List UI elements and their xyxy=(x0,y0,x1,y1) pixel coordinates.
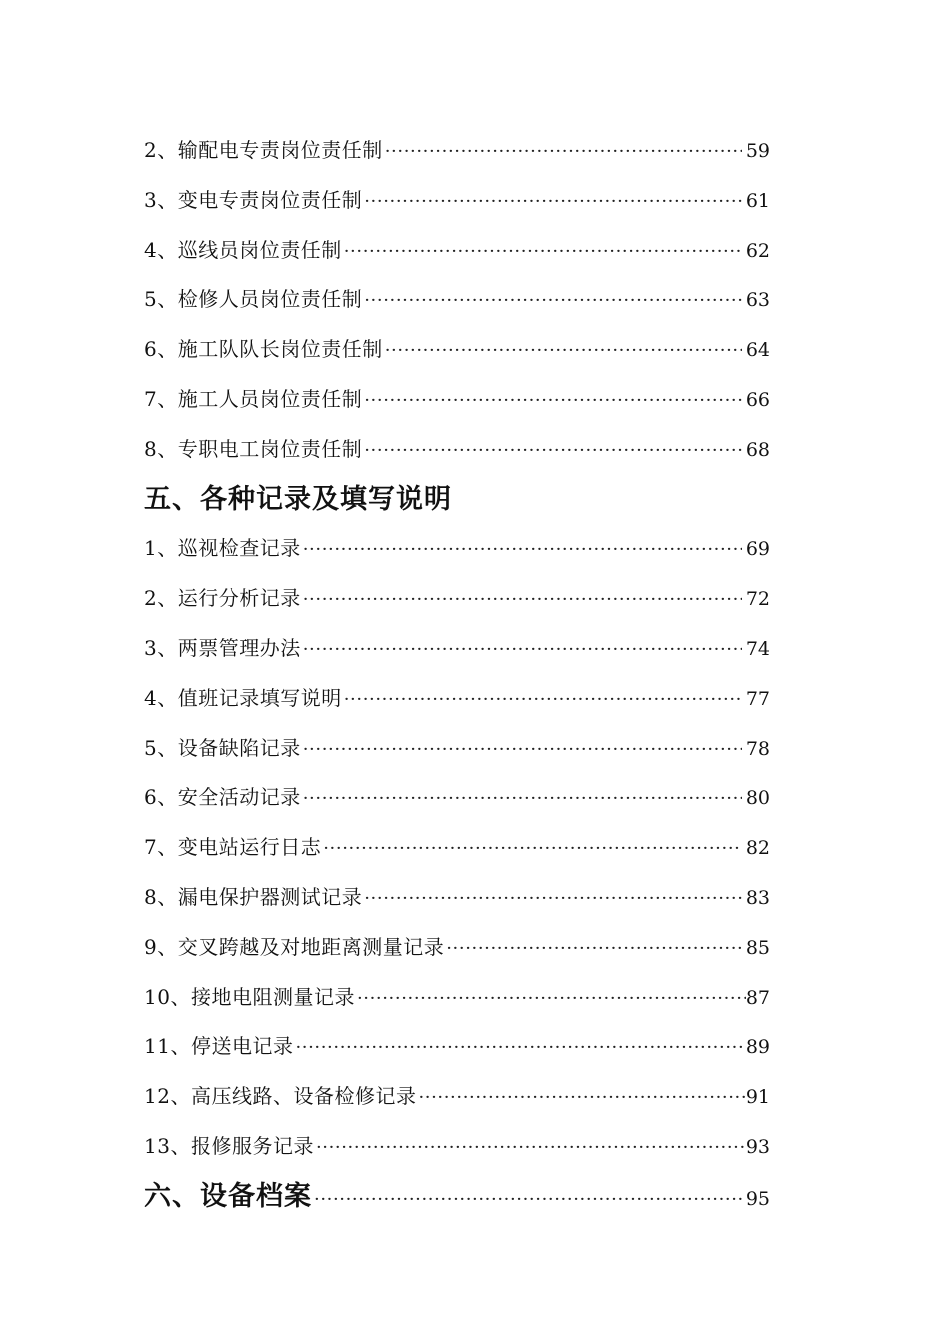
dot-leader xyxy=(385,127,742,176)
toc-entry[interactable] xyxy=(144,1022,770,1072)
toc-entry[interactable] xyxy=(144,325,770,375)
toc-entry-title: 13、报修服务记录 xyxy=(144,1133,314,1158)
toc-entry-title: 4、值班记录填写说明 xyxy=(144,685,342,710)
toc-entry[interactable] xyxy=(144,176,770,226)
table-of-contents xyxy=(144,126,770,1222)
toc-entry-page-number: 83 xyxy=(745,886,770,909)
toc-entry-page-number: 74 xyxy=(745,637,770,660)
toc-entry[interactable] xyxy=(144,923,770,973)
toc-entry-page-number: 66 xyxy=(745,388,770,411)
dot-leader xyxy=(418,1073,745,1122)
toc-entry-title: 5、检修人员岗位责任制 xyxy=(144,287,363,312)
dot-leader xyxy=(303,525,742,574)
toc-entry-page-number: 63 xyxy=(745,289,770,312)
dot-leader xyxy=(357,974,746,1023)
toc-entry-page-number: 85 xyxy=(745,936,770,959)
toc-entry-title: 12、高压线路、设备检修记录 xyxy=(144,1084,417,1109)
toc-entry-page-number: 93 xyxy=(745,1135,770,1158)
toc-entry-title: 2、输配电专责岗位责任制 xyxy=(144,138,383,162)
toc-entry[interactable] xyxy=(144,574,770,624)
dot-leader xyxy=(364,177,742,226)
toc-entry-title: 9、交叉跨越及对地距离测量记录 xyxy=(144,934,445,959)
section-heading-entry[interactable] xyxy=(144,1172,770,1222)
toc-entry-title: 10、接地电阻测量记录 xyxy=(144,984,355,1009)
toc-entry-title: 1、巡视检查记录 xyxy=(144,536,301,561)
toc-entry-page-number: 61 xyxy=(745,189,770,212)
toc-entry-title: 8、专职电工岗位责任制 xyxy=(144,436,363,461)
toc-entry-page-number: 87 xyxy=(745,986,770,1009)
toc-entry-title: 8、漏电保护器测试记录 xyxy=(144,884,363,909)
toc-entry[interactable] xyxy=(144,524,770,574)
toc-entry-title: 7、施工人员岗位责任制 xyxy=(144,386,363,411)
toc-entry-title: 11、停送电记录 xyxy=(144,1034,294,1059)
dot-leader xyxy=(323,824,742,873)
dot-leader xyxy=(364,874,742,923)
toc-entry-page-number: 78 xyxy=(745,737,770,760)
toc-entry-title: 3、变电专责岗位责任制 xyxy=(144,187,363,212)
toc-entry[interactable] xyxy=(144,823,770,873)
toc-entry[interactable] xyxy=(144,773,770,823)
toc-entry[interactable] xyxy=(144,425,770,475)
dot-leader xyxy=(295,1023,745,1072)
toc-entry-title: 7、变电站运行日志 xyxy=(144,835,322,860)
toc-entry-page-number: 80 xyxy=(745,787,770,810)
toc-entry-title: 3、两票管理办法 xyxy=(144,635,301,660)
dot-leader xyxy=(303,774,742,823)
toc-entry-title: 4、巡线员岗位责任制 xyxy=(144,237,342,262)
dot-leader xyxy=(303,575,742,624)
toc-entry[interactable] xyxy=(144,724,770,774)
toc-entry-page-number: 62 xyxy=(745,239,770,262)
section-heading-title: 五、各种记录及填写说明 xyxy=(144,483,452,515)
toc-entry-page-number: 89 xyxy=(745,1036,770,1059)
toc-entry[interactable] xyxy=(144,674,770,724)
toc-entry[interactable] xyxy=(144,275,770,325)
dot-leader xyxy=(314,1175,742,1222)
toc-entry[interactable] xyxy=(144,873,770,923)
dot-leader xyxy=(344,675,742,724)
toc-entry-page-number: 95 xyxy=(745,1187,770,1210)
dot-leader xyxy=(385,326,742,375)
toc-entry[interactable] xyxy=(144,226,770,276)
dot-leader xyxy=(364,426,742,475)
toc-entry[interactable] xyxy=(144,973,770,1023)
dot-leader xyxy=(303,725,742,774)
toc-entry-page-number: 68 xyxy=(745,438,770,461)
toc-entry-title: 2、运行分析记录 xyxy=(144,586,301,611)
dot-leader xyxy=(316,1123,746,1172)
toc-entry-page-number: 72 xyxy=(745,588,770,611)
dot-leader xyxy=(344,227,742,276)
toc-entry[interactable] xyxy=(144,126,770,176)
toc-entry-title: 6、安全活动记录 xyxy=(144,785,301,810)
toc-entry-page-number: 77 xyxy=(745,687,770,710)
section-heading-title: 六、设备档案 xyxy=(144,1180,312,1212)
toc-entry-page-number: 64 xyxy=(745,339,770,362)
dot-leader xyxy=(364,276,742,325)
toc-entry-page-number: 82 xyxy=(745,837,770,860)
toc-entry[interactable] xyxy=(144,1122,770,1172)
toc-entry-title: 6、施工队队长岗位责任制 xyxy=(144,337,383,362)
section-heading[interactable] xyxy=(144,475,770,525)
dot-leader xyxy=(446,924,742,973)
dot-leader xyxy=(303,625,742,674)
toc-entry[interactable] xyxy=(144,375,770,425)
toc-entry[interactable] xyxy=(144,1072,770,1122)
toc-entry[interactable] xyxy=(144,624,770,674)
toc-entry-page-number: 69 xyxy=(745,538,770,561)
toc-entry-page-number: 59 xyxy=(745,140,770,162)
toc-entry-title: 5、设备缺陷记录 xyxy=(144,735,301,760)
toc-entry-page-number: 91 xyxy=(745,1086,770,1109)
dot-leader xyxy=(364,376,742,425)
